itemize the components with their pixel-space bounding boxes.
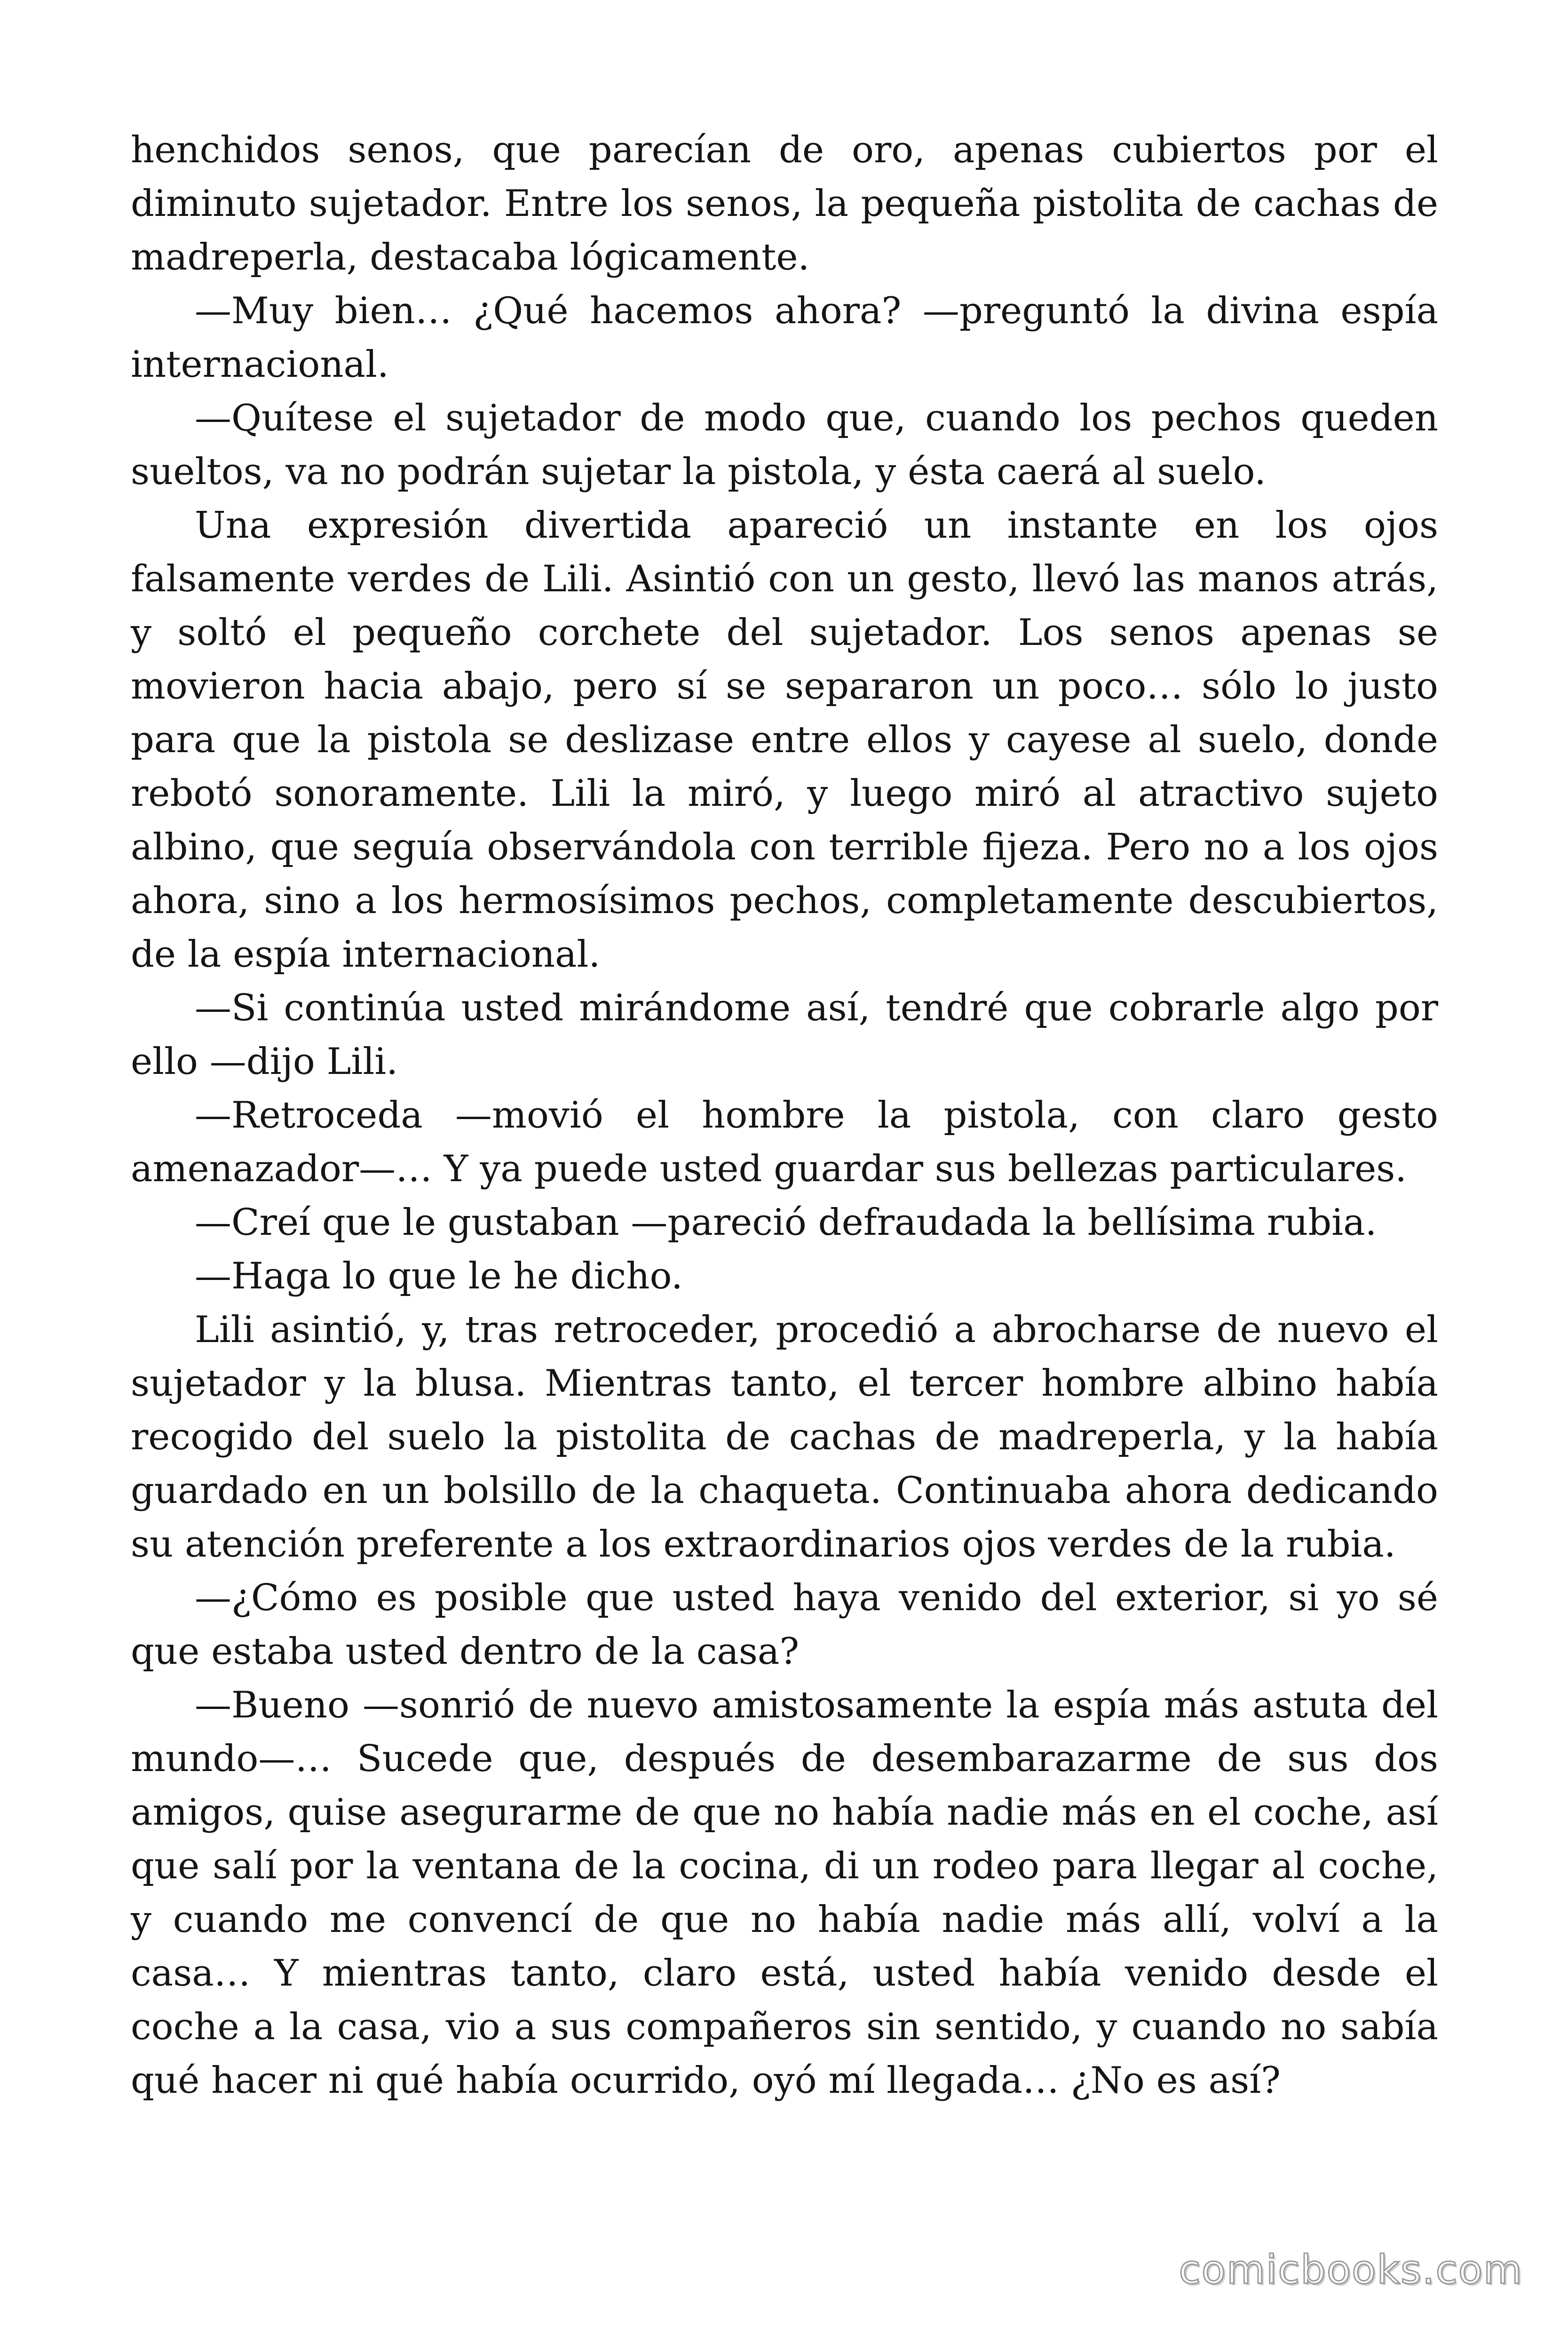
book-page-text: [131, 123, 1438, 2107]
paragraph: —Si continúa usted mirándome así, tendré que cobrarle algo por ello —dijo Lili.: [131, 987, 1438, 1083]
paragraph: —Muy bien… ¿Qué hacemos ahora? —preguntó la divina espía internacional.: [131, 290, 1438, 386]
paragraph: Lili asintió, y, tras retroceder, procedió a abrocharse de nuevo el sujetador y la blusa. Mientras tanto, el tercer hombre albino había recogido del suelo la pistolita de cachas de madreperla, y la había guardado en un bolsillo de la chaqueta. Continuaba ahora dedicando su atención preferente a los extraordinarios ojos verdes de la rubia.: [131, 1309, 1438, 1565]
paragraph: henchidos senos, que parecían de oro, apenas cubiertos por el diminuto sujetador. Entre los senos, la pequeña pistolita de cachas de madreperla, destacaba lógicamente.: [131, 129, 1438, 278]
paragraph: —Creí que le gustaban —pareció defraudada la bellísima rubia.: [195, 1201, 1377, 1244]
paragraph: Una expresión divertida apareció un instante en los ojos falsamente verdes de Lili. Asintió con un gesto, llevó las manos atrás, y soltó el pequeño corchete del sujetador. Los senos apenas se movieron hacia abajo, pero sí se separaron un poco… sólo lo justo para que la pistola se deslizase entre ellos y cayese al suelo, donde rebotó sonoramente. Lili la miró, y luego miró al atractivo sujeto albino, que seguía observándola con terrible fijeza. Pero no a los ojos ahora, sino a los hermosísimos pechos, completamente descubiertos, de la espía internacional.: [131, 504, 1438, 976]
watermark: comicbooks.com: [1179, 2247, 1523, 2293]
paragraph: —Retroceda —movió el hombre la pistola, con claro gesto amenazador—… Y ya puede usted guardar sus bellezas particulares.: [131, 1094, 1438, 1190]
paragraph: —Bueno —sonrió de nuevo amistosamente la espía más astuta del mundo—… Sucede que, después de desembarazarme de sus dos amigos, quise asegurarme de que no había nadie más en el coche, así que salí por la ventana de la cocina, di un rodeo para llegar al coche, y cuando me convencí de que no había nadie más allí, volví a la casa… Y mientras tanto, claro está, usted había venido desde el coche a la casa, vio a sus compañeros sin sentido, y cuando no sabía qué hacer ni qué había ocurrido, oyó mí llegada… ¿No es así?: [131, 1684, 1438, 2102]
paragraph: —Haga lo que le he dicho.: [195, 1255, 683, 1297]
paragraph: —Quítese el sujetador de modo que, cuando los pechos queden sueltos, va no podrán sujetar la pistola, y ésta caerá al suelo.: [131, 397, 1438, 493]
paragraph: —¿Cómo es posible que usted haya venido del exterior, si yo sé que estaba usted dentro de la casa?: [131, 1577, 1438, 1673]
